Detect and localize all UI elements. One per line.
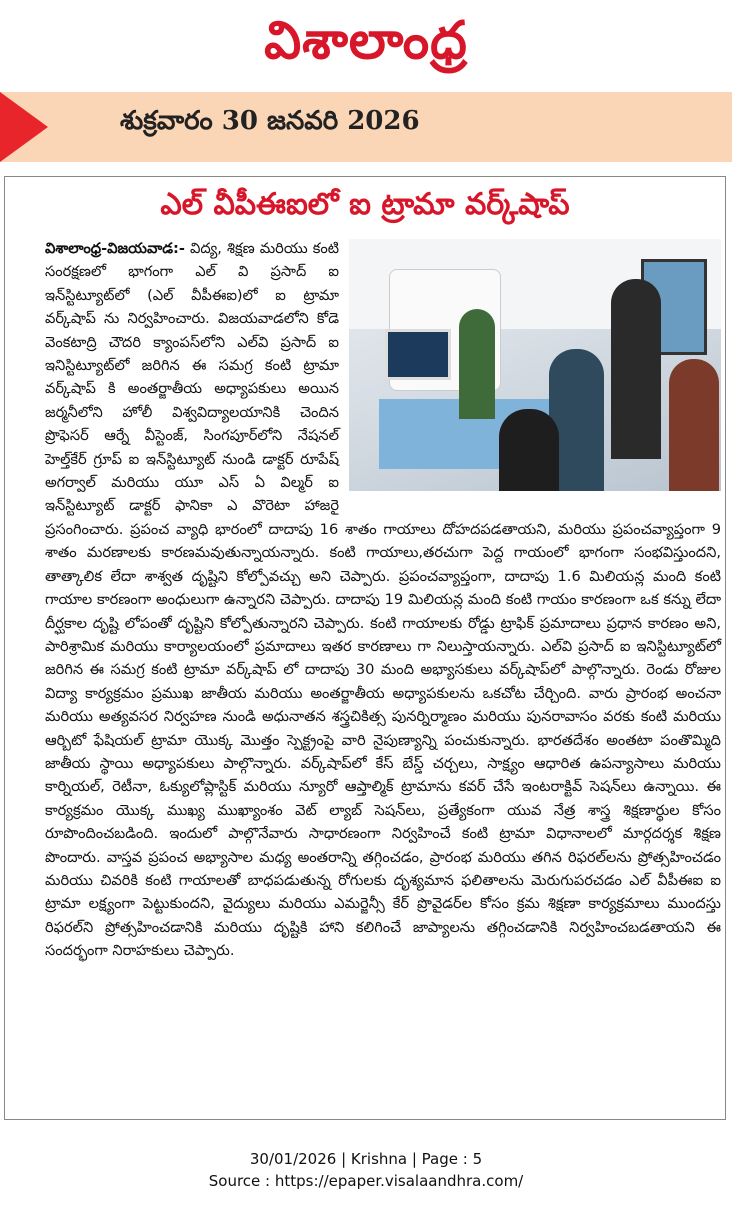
article-text: విద్య, శిక్షణ మరియు కంటి సంరక్షణలో భాగంగా ఎల్ వి ప్రసాద్ ఐ ఇన్‌స్టిట్యూట్‌లో (ఎల్ వీపీఈఐ)లో ఐ ట్రామా వర్క్‌షాప్ ను నిర్వహించారు. విజయవాడలోని కోడె వెంకటాద్రి చౌదరి క్యాంపస్‌లోని ఎల్‌వి ప్రసాద్ ఐ ఇనిస్టిట్యూట్‌లో జరిగిన ఈ సమగ్ర కంటి ట్రామా వర్క్‌షాప్ కి అంతర్జాతీయ అధ్యాపకులు అయిన జర్మనీలోని హోలీ విశ్వవిద్యాలయానికి చెందిన ప్రొఫెసర్ ఆర్నే వీస్టెంజ్, సింగపూర్‌లోని నేషనల్ హెల్త్‌కేర్ గ్రూప్ ఐ ఇన్‌స్టిట్యూట్ నుండి డాక్టర్ రూపేష్ అగర్వాల్ మరియు యూ ఎస్ ఏ విల్మర్ ఐ ఇన్‌స్టిట్యూట్ డాక్టర్ ఫానికా ఎ వొరెటా హాజరై ప్రసంగించారు. ప్రపంచ వ్యాధి భారంలో దాదాపు 16 శాతం గాయాలు దోహదపడతాయని, మరియు ప్రపంచవ్యాప్తంగా 9 శాతం మరణాలకు కారణమవుతున్నాయన్నారు. కంటి గాయాలు,తరచుగా పెద్ద గాయంలో భాగంగా సంభవిస్తుందని, తాత్కాలిక లేదా శాశ్వత దృష్టిని కోల్పోవచ్చు అని చెప్పారు. ప్రపంచవ్యాప్తంగా, దాదాపు 1.6 మిలియన్ల మంది కంటి గాయాల కారణంగా అంధులుగా ఉన్నారని చెప్పారు. దాదాపు 19 మిలియన్ల మంది కంటి గాయం కారణంగా ఒక కన్ను లేదా దీర్ఘకాల దృష్టి లోపంతో దృష్టిని కోల్పోతున్నారని చెప్పారు. కంటి గాయాలకు రోడ్డు ట్రాఫిక్ ప్రమాదాలు ప్రధాన కారణం అని, పారిశ్రామిక మరియు కార్యాలయంలో ప్రమాదాలు ఇతర కారణాలు గా నిలుస్తాయన్నారు. ఎల్‌వి ప్రసాద్ ఐ ఇనిస్టిట్యూట్‌లో జరిగిన ఈ సమగ్ర కంటి ట్రామా వర్క్‌షాప్ లో దాదాపు 30 మంది అభ్యాసకులు వర్క్‌షాప్‌లో పాల్గొన్నారు. రెండు రోజుల విద్యా కార్యక్రమం ప్రముఖ జాతీయ మరియు అంతర్జాతీయ అధ్యాపకులను ఒకచోట చేర్చింది. వారు ప్రారంభ అంచనా మరియు అత్యవసర నిర్వహణ నుండి అధునాతన శస్త్రచికిత్స పునర్నిర్మాణం మరియు పునరావాసం వరకు కంటి మరియు ఆర్బిటో ఫేషియల్ ట్రామా యొక్క మొత్తం స్పెక్ట్రంపై వారి నైపుణ్యాన్ని పంచుకున్నారు. భారతదేశం అంతటా పంతొమ్మిది జాతీయ స్థాయి అధ్యాపకులు పాల్గొన్నారు. వర్క్‌షాప్‌లో కేస్ బేస్డ్ చర్చలు, సాక్ష్యం ఆధారిత ఉపన్యాసాలు మరియు కార్నియల్, రెటీనా, ఓక్యులోప్లాస్టిక్ మరియు న్యూరో ఆప్తాల్మిక్ ట్రామాను కవర్ చేసే ఇంటరాక్టివ్ సెషన్‌లు ఉన్నాయి. ఈ కార్యక్రమం యొక్క ముఖ్య ముఖ్యాంశం వెట్ ల్యాబ్ సెషన్‌లు, ప్రత్యేకంగా యువ నేత్ర శాస్త్ర శిక్షణార్థుల కోసం రూపొందించబడింది. ఇందులో పాల్గొనేవారు సాధారణంగా నిర్వహించే కంటి ట్రామా విధానాలలో మార్గదర్శక శిక్షణ పొందారు. వాస్తవ ప్రపంచ అభ్యాసాల మధ్య అంతరాన్ని తగ్గించడం, ప్రారంభ మరియు తగిన రిఫరల్‌లను ప్రోత్సహించడం మరియు చివరికి కంటి గాయాలతో బాధపడుతున్న రోగులకు దృశ్యమాన ఫలితాలను మెరుగుపరచడం ఎల్ వీపీఈఐ ఐ ట్రామా లక్ష్యంగా పెట్టుకుందని, వైద్యులు మరియు ఎమర్జెన్సీ కేర్ ప్రొవైడర్‌ల కోసం క్రమ శిక్షణా కార్యక్రమాలు ముందస్తు రిఫరల్‌ని ప్రోత్సహించడానికి మరియు దృష్టికి హాని కలిగించే జాప్యాలను తగ్గించడానికి నిర్వహించబడతాయని ఈ సందర్భంగా నిరాహకులు చెప్పారు. — [45, 240, 721, 960]
masthead — [0, 0, 732, 90]
dateline: విశాలాంధ్ర-విజయవాడ:- — [45, 240, 185, 257]
person-figure — [611, 279, 661, 459]
monitor-screen — [385, 329, 451, 380]
article-photo — [349, 239, 721, 491]
edition-date: శుక్రవారం 30 జనవరి 2026 — [120, 106, 420, 136]
footer-edition-info: 30/01/2026 | Krishna | Page : 5 — [249, 1150, 483, 1168]
article-body — [45, 237, 721, 963]
person-figure — [459, 309, 495, 419]
date-band — [0, 92, 732, 162]
person-figure — [669, 359, 719, 491]
person-figure — [499, 409, 559, 491]
article-headline: ఎల్ వీపీఈఐలో ఐ ట్రామా వర్క్‌షాప్ — [160, 187, 570, 222]
page-footer — [0, 1148, 732, 1192]
newspaper-logo: విశాలాంధ్ర — [264, 10, 468, 71]
footer-source: Source : https://epaper.visalaandhra.com/ — [208, 1172, 524, 1190]
article-clipping — [4, 176, 726, 1120]
red-arrow-icon — [0, 92, 48, 162]
